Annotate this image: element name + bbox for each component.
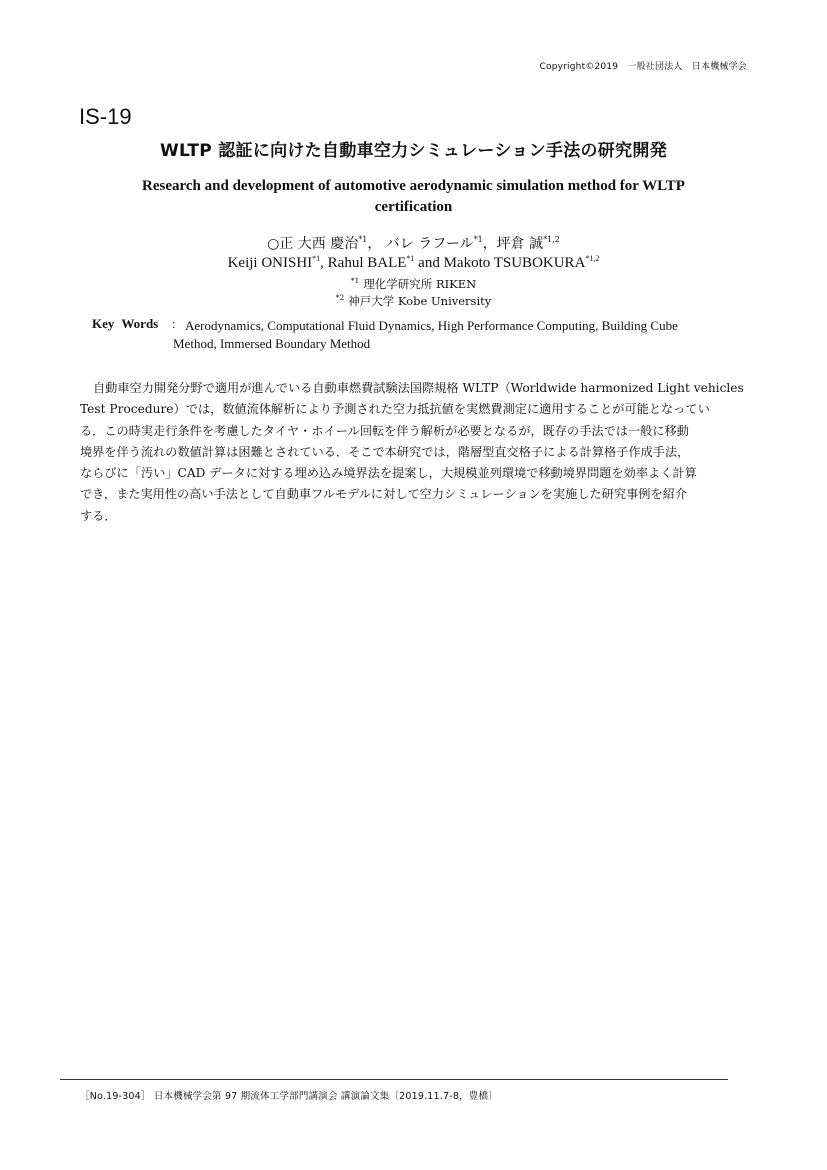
abstract-line: でき，また実用性の高い手法として自動車フルモデルに対して空力シミュレーションを実施した研究事例を紹介 <box>80 487 688 502</box>
author-ja-1-mark: *1 <box>358 235 368 244</box>
title-english-line1: Research and development of automotive aerodynamic simulation method for WLTP <box>142 178 685 194</box>
author-en-3-mark: *1,2 <box>585 254 600 263</box>
author-ja-2: ， バレ ラフール <box>367 236 474 252</box>
affiliation-1 <box>0 276 827 292</box>
authors-japanese <box>0 233 827 253</box>
author-en-2: , Rahul BALE <box>320 255 407 271</box>
affiliation-1-text: 理化学研究所 RIKEN <box>363 277 477 291</box>
footer-divider <box>60 1079 728 1080</box>
abstract-line: る．この時実走行条件を考慮したタイヤ・ホイール回転を伴う解析が必要となるが，既存の手法では一般に移動 <box>80 423 689 438</box>
abstract-line: 境界を伴う流れの数値計算は困難とされている．そこで本研究では，階層型直交格子による計算格子作成手法， <box>80 444 690 459</box>
title-japanese: WLTP 認証に向けた自動車空力シミュレーション手法の研究開発 <box>159 141 668 161</box>
affiliation-2-text: 神戸大学 Kobe University <box>348 294 492 308</box>
affiliation-2-mark: *2 <box>335 293 345 302</box>
affiliation-2 <box>0 293 827 309</box>
author-ja-1: ○正 大西 慶治 <box>267 236 359 252</box>
abstract-line: する． <box>80 508 117 523</box>
author-en-2-mark: *1 <box>406 254 415 263</box>
author-ja-3: ，坪倉 誠 <box>482 236 544 252</box>
affiliation-1-mark: *1 <box>350 276 360 285</box>
authors-english <box>0 254 827 272</box>
abstract-line: Test Procedure）では，数値流体解析により予測された空力抵抗値を実燃費測定に適用することが可能となってい <box>80 402 710 417</box>
author-en-1-mark: *1 <box>312 254 321 263</box>
abstract-line: 自動車空力開発分野で適用が進んでいる自動車燃費試験法国際規格 WLTP（Worldwide harmonized Light vehicles <box>93 381 744 395</box>
author-en-3: and Makoto TSUBOKURA <box>414 255 586 271</box>
author-ja-3-mark: *1,2 <box>543 235 560 244</box>
keywords-line2: Method, Immersed Boundary Method <box>173 336 371 351</box>
keywords-line1: Aerodynamics, Computational Fluid Dynamics, High Performance Computing, Building Cube <box>185 318 678 333</box>
author-ja-2-mark: *1 <box>473 235 483 244</box>
abstract <box>80 378 748 527</box>
author-en-1: Keiji ONISHI <box>227 255 313 271</box>
title-english <box>100 176 727 218</box>
keywords-colon: : <box>172 316 176 331</box>
title-english-line2: certification <box>374 199 453 215</box>
paper-code: IS-19 <box>79 104 132 129</box>
footer-citation: ［No.19-304］ 日本機械学会第 97 期流体工学部門講演会 講演論文集〔2019.11.7-8，豊橋〕 <box>80 1091 498 1102</box>
copyright-notice: Copyright©2019 一般社団法人 日本機械学会 <box>539 62 747 72</box>
keywords-label: Key Words <box>92 316 159 331</box>
abstract-line: ならびに「汚い」CAD データに対する埋め込み境界法を提案し，大規模並列環境で移動境界問題を効率よく計算 <box>80 466 697 481</box>
